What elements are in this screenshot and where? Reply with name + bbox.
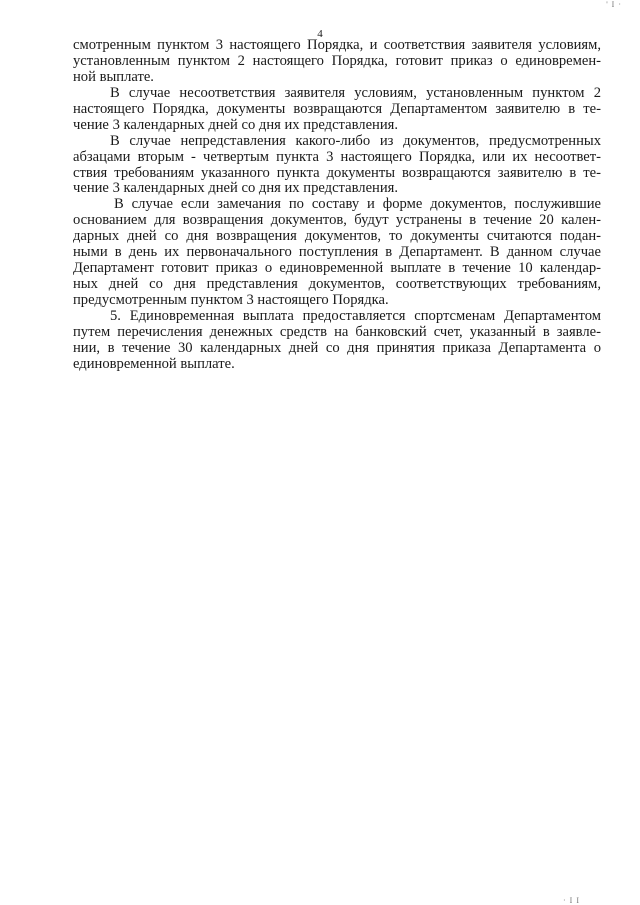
text-line: абзацами вторым - четвертым пункта 3 настоящего Порядка, или их несоответ- bbox=[73, 148, 601, 165]
scan-mark-top: ' I · bbox=[606, 0, 622, 9]
scan-mark-bottom: · I I bbox=[563, 896, 580, 905]
text-line: 5. Единовременная выплата предоставляется спортсменам Департаментом bbox=[110, 307, 601, 324]
text-line: настоящего Порядка, документы возвращаются Департаментом заявителю в те- bbox=[73, 100, 601, 117]
text-line: основанием для возвращения документов, будут устранены в течение 20 кален- bbox=[73, 212, 601, 229]
page-number: 4 bbox=[317, 28, 323, 40]
text-line: смотренным пунктом 3 настоящего Порядка, и соответствия заявителя условиям, bbox=[73, 37, 601, 53]
document-body bbox=[73, 38, 601, 373]
text-line: В случае несоответствия заявителя условиям, установленным пунктом 2 bbox=[110, 84, 601, 101]
text-line: ной выплате. bbox=[73, 68, 154, 85]
text-line: предусмотренным пунктом 3 настоящего Порядка. bbox=[73, 292, 389, 308]
text-line: ных дней со дня представления документов, соответствующих требованиям, bbox=[73, 276, 601, 293]
text-line: нии, в течение 30 календарных дней со дня принятия приказа Департамента о bbox=[73, 339, 601, 356]
text-line: ными в день их первоначального поступления в Департамент. В данном случае bbox=[73, 244, 601, 261]
text-line: установленным пунктом 2 настоящего Порядка, готовит приказ о единовремен- bbox=[73, 52, 601, 69]
text-line: чение 3 календарных дней со дня их представления. bbox=[73, 116, 399, 133]
text-line: В случае если замечания по составу и форме документов, послужившие bbox=[114, 196, 601, 213]
text-line: Департамент готовит приказ о единовременной выплате в течение 10 календар- bbox=[73, 260, 601, 277]
text-line: В случае непредставления какого-либо из документов, предусмотренных bbox=[110, 132, 601, 149]
text-line: путем перечисления денежных средств на банковский счет, указанный в заявле- bbox=[73, 323, 601, 340]
text-line: чение 3 календарных дней со дня их представления. bbox=[73, 180, 399, 197]
text-line: единовременной выплате. bbox=[73, 355, 235, 372]
text-line: дарных дней со дня возвращения документов, то документы считаются подан- bbox=[73, 228, 601, 245]
text-line: ствия требованиям указанного пункта документы возвращаются заявителю в те- bbox=[73, 164, 601, 181]
